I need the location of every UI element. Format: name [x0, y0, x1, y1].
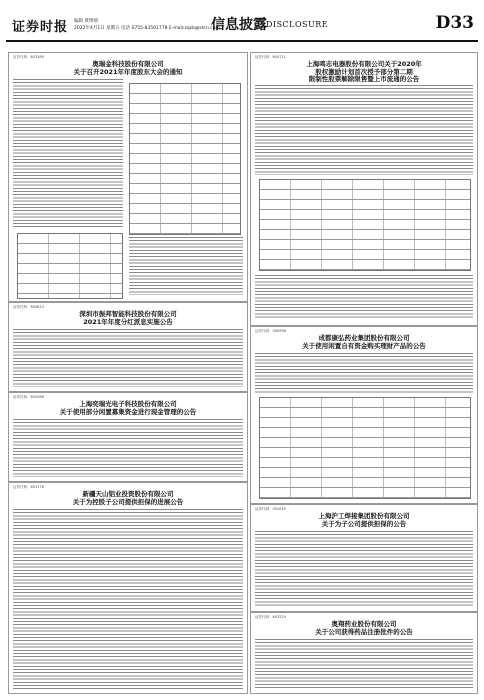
- table: [259, 397, 471, 499]
- announcement-block: [8, 482, 248, 694]
- announcement-title: 深圳市振邦智能科技股份有限公司 2021年年度分红派息实施公告: [79, 310, 177, 326]
- section-title-en: DISCLOSURE: [266, 20, 329, 29]
- body-text: [129, 237, 243, 295]
- announcement-block: [250, 612, 478, 694]
- editor-line: 编辑 黄博瑞: [74, 19, 98, 24]
- announcement-code: 证券代码：603088: [13, 395, 44, 399]
- masthead-rule: [6, 40, 478, 42]
- body-text: [13, 329, 243, 387]
- announcement-block: [250, 52, 478, 326]
- body-text: [255, 353, 473, 393]
- body-text: [255, 85, 473, 175]
- announcement-block: [250, 326, 478, 504]
- body-text: [255, 275, 473, 319]
- section-title: 信息披露: [211, 17, 267, 33]
- announcement-title: 上海沪工焊接集团股份有限公司 关于为子公司提供担保的公告: [318, 512, 410, 528]
- announcement-block: [8, 392, 248, 482]
- announcement-code: 证券代码：603176: [13, 485, 44, 489]
- body-text: [255, 639, 473, 689]
- announcement-block: [250, 504, 478, 612]
- page-number: D33: [435, 13, 474, 33]
- announcement-title: 奥翔药业股份有限公司 关于公司获得药品注册批件的公告: [315, 620, 413, 636]
- masthead: [6, 10, 478, 50]
- announcement-title: 新疆天山铝业投资股份有限公司 关于为控股子公司提供担保的进展公告: [72, 490, 184, 506]
- announcement-block: [8, 52, 248, 302]
- date-contact-line: 2022年4月1日 星期五 电话 0755-83501778 E-mail:zqsb@stcn.com: [74, 26, 220, 31]
- table: [259, 179, 471, 271]
- body-text: [255, 531, 473, 607]
- announcement-code: 证券代码：603229: [255, 615, 286, 619]
- body-text: [13, 419, 243, 477]
- announcement-code: 证券代码：002049: [255, 507, 286, 511]
- table: [129, 83, 241, 235]
- body-text: [13, 79, 123, 229]
- body-text: [13, 509, 243, 689]
- announcement-block: [8, 302, 248, 392]
- announcement-title: 成都康弘药业集团股份有限公司 关于使用闲置自有资金购买理财产品的公告: [302, 334, 426, 350]
- announcement-title: 上海鸣志电器股份有限公司关于2020年 股权激励计划首次授予部分第二期 限制性股票解除限售暨上市流通的公告: [306, 60, 422, 83]
- announcement-code: 证券代码：600613: [13, 305, 44, 309]
- newspaper-logo: 证券时报: [12, 20, 69, 35]
- announcement-code: 证券代码：300596: [255, 329, 286, 333]
- announcement-title: 上海奕瑞光电子科技股份有限公司 关于使用部分闲置募集资金进行现金管理的公告: [59, 400, 197, 416]
- table: [17, 233, 123, 299]
- announcement-code: 证券代码：600711: [255, 55, 286, 59]
- announcement-title: 奥瑞金科技股份有限公司 关于召开2021年年度股东大会的通知: [73, 60, 183, 76]
- announcement-code: 证券代码：603189: [13, 55, 44, 59]
